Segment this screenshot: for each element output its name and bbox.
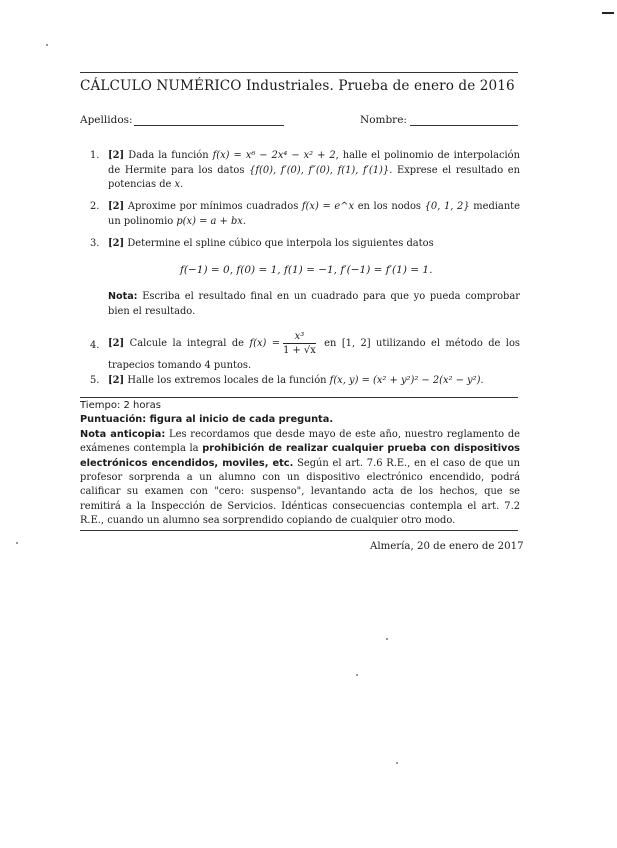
anticopy-label: Nota anticopia:	[80, 428, 166, 440]
anticopy-text: Según el art. 7.6 R.E., en el caso de que un profesor sorprenda a un alumno con un dispositivo electrónico encendido, podrá calificar su examen con "cero: suspenso", levantando acta de los hechos, que se remitirá a la Inspección de Servicios. Idénticas consecuencias contempla el art. 7.2 R.E., cuando un alumno sea sorprendido copiando de cualquier otro modo.	[80, 457, 520, 527]
scan-speck	[396, 762, 398, 764]
scan-speck	[356, 674, 358, 676]
question-text: mediante un polinomio	[108, 201, 520, 227]
question-number: 5.	[90, 375, 100, 386]
name-line	[410, 125, 518, 126]
fraction-denominator: 1 + √x	[283, 345, 316, 356]
scan-speck	[46, 44, 48, 46]
question-3	[90, 237, 520, 252]
question-text: .	[242, 215, 246, 227]
question-text: en	[318, 338, 342, 349]
question-text: utilizando el método de los trapecios tomando 4 puntos.	[108, 338, 520, 371]
math-fraction	[283, 330, 316, 357]
name-label: Nombre:	[360, 114, 407, 126]
math-formula: f(x) = x⁶ − 2x⁴ − x² + 2	[212, 150, 336, 161]
math-formula: f(x) = e^x	[301, 201, 355, 212]
spline-data-display: f(−1) = 0, f(0) = 1, f(1) = −1, f′(−1) = f′(1) = 1.	[180, 264, 433, 276]
question-number: 2.	[90, 201, 100, 212]
question-points: [2]	[108, 375, 125, 386]
question-number: 1.	[90, 150, 100, 161]
note-text: Escriba el resultado final en un cuadrado para que yo pueda comprobar bien el resultado.	[108, 291, 520, 317]
question-text: . Exprese el resultado en potencias de	[108, 164, 520, 191]
anticopy-note	[80, 428, 520, 529]
math-nodes: {0, 1, 2}	[424, 201, 470, 212]
exam-time: Tiempo: 2 horas	[80, 400, 161, 411]
math-interval: [1, 2]	[341, 338, 371, 349]
scoring-note	[80, 413, 520, 427]
question-5	[90, 374, 520, 389]
math-data: {f(0), f′(0), f″(0), f(1), f′(1)}	[249, 164, 390, 176]
question-points: [2]	[108, 201, 125, 212]
anticopy-text: Les recordamos que desde mayo de este año, nuestro reglamento de exámenes contempla la	[80, 428, 521, 455]
exam-date: Almería, 20 de enero de 2017	[370, 541, 524, 552]
footer-block	[80, 399, 520, 529]
math-fx: f(x) =	[249, 338, 281, 349]
question-2	[90, 200, 520, 229]
question-points: [2]	[108, 338, 125, 349]
fraction-numerator: x³	[294, 331, 305, 342]
question-text: Halle los extremos locales de la función	[127, 375, 330, 386]
scan-speck	[16, 542, 18, 544]
anticopy-bold-text: prohibición de realizar cualquier prueba con dispositivos electrónicos encendidos, moviles, etc.	[80, 443, 521, 469]
exam-title: CÁLCULO NUMÉRICO Industriales. Prueba de enero de 2016	[80, 78, 515, 94]
scan-corner-mark	[602, 12, 614, 14]
math-formula: f(x, y) = (x² + y²)² − 2(x² − y²).	[329, 375, 484, 386]
top-rule	[80, 72, 518, 73]
surname-line	[134, 125, 284, 126]
note-label: Nota:	[108, 291, 138, 302]
bottom-rule	[80, 530, 518, 531]
scoring-text: Puntuación: figura al inicio de cada pregunta.	[80, 414, 334, 426]
question-text: en los nodos	[354, 201, 425, 212]
question-3-note	[108, 290, 520, 319]
question-number: 4.	[90, 340, 100, 351]
scan-speck	[386, 638, 388, 640]
surname-label: Apellidos:	[80, 114, 133, 126]
question-4	[90, 330, 520, 374]
question-points: [2]	[108, 238, 125, 249]
question-text: Aproxime por mínimos cuadrados	[127, 201, 302, 212]
question-number: 3.	[90, 238, 100, 249]
middle-rule	[80, 397, 518, 398]
question-1: 1. [2] Dada la función f(x) = x⁶ − 2x⁴ − x² + 2, halle el polinomio de interpolación de Hermite para los datos {f(0), f′(0), f″(0), f(1), f′(1)}. Exprese el resultado en potencias de x.	[90, 150, 520, 191]
math-polynomial: p(x) = a + bx	[176, 215, 243, 227]
question-text: Dada la función	[128, 150, 213, 161]
question-text: Calcule la integral de	[129, 338, 250, 349]
math-variable: x	[174, 179, 181, 191]
question-text: Determine el spline cúbico que interpola los siguientes datos	[127, 238, 434, 249]
question-points: [2]	[108, 150, 125, 161]
question-text: , halle el polinomio de interpolación de Hermite para los datos	[108, 150, 520, 176]
